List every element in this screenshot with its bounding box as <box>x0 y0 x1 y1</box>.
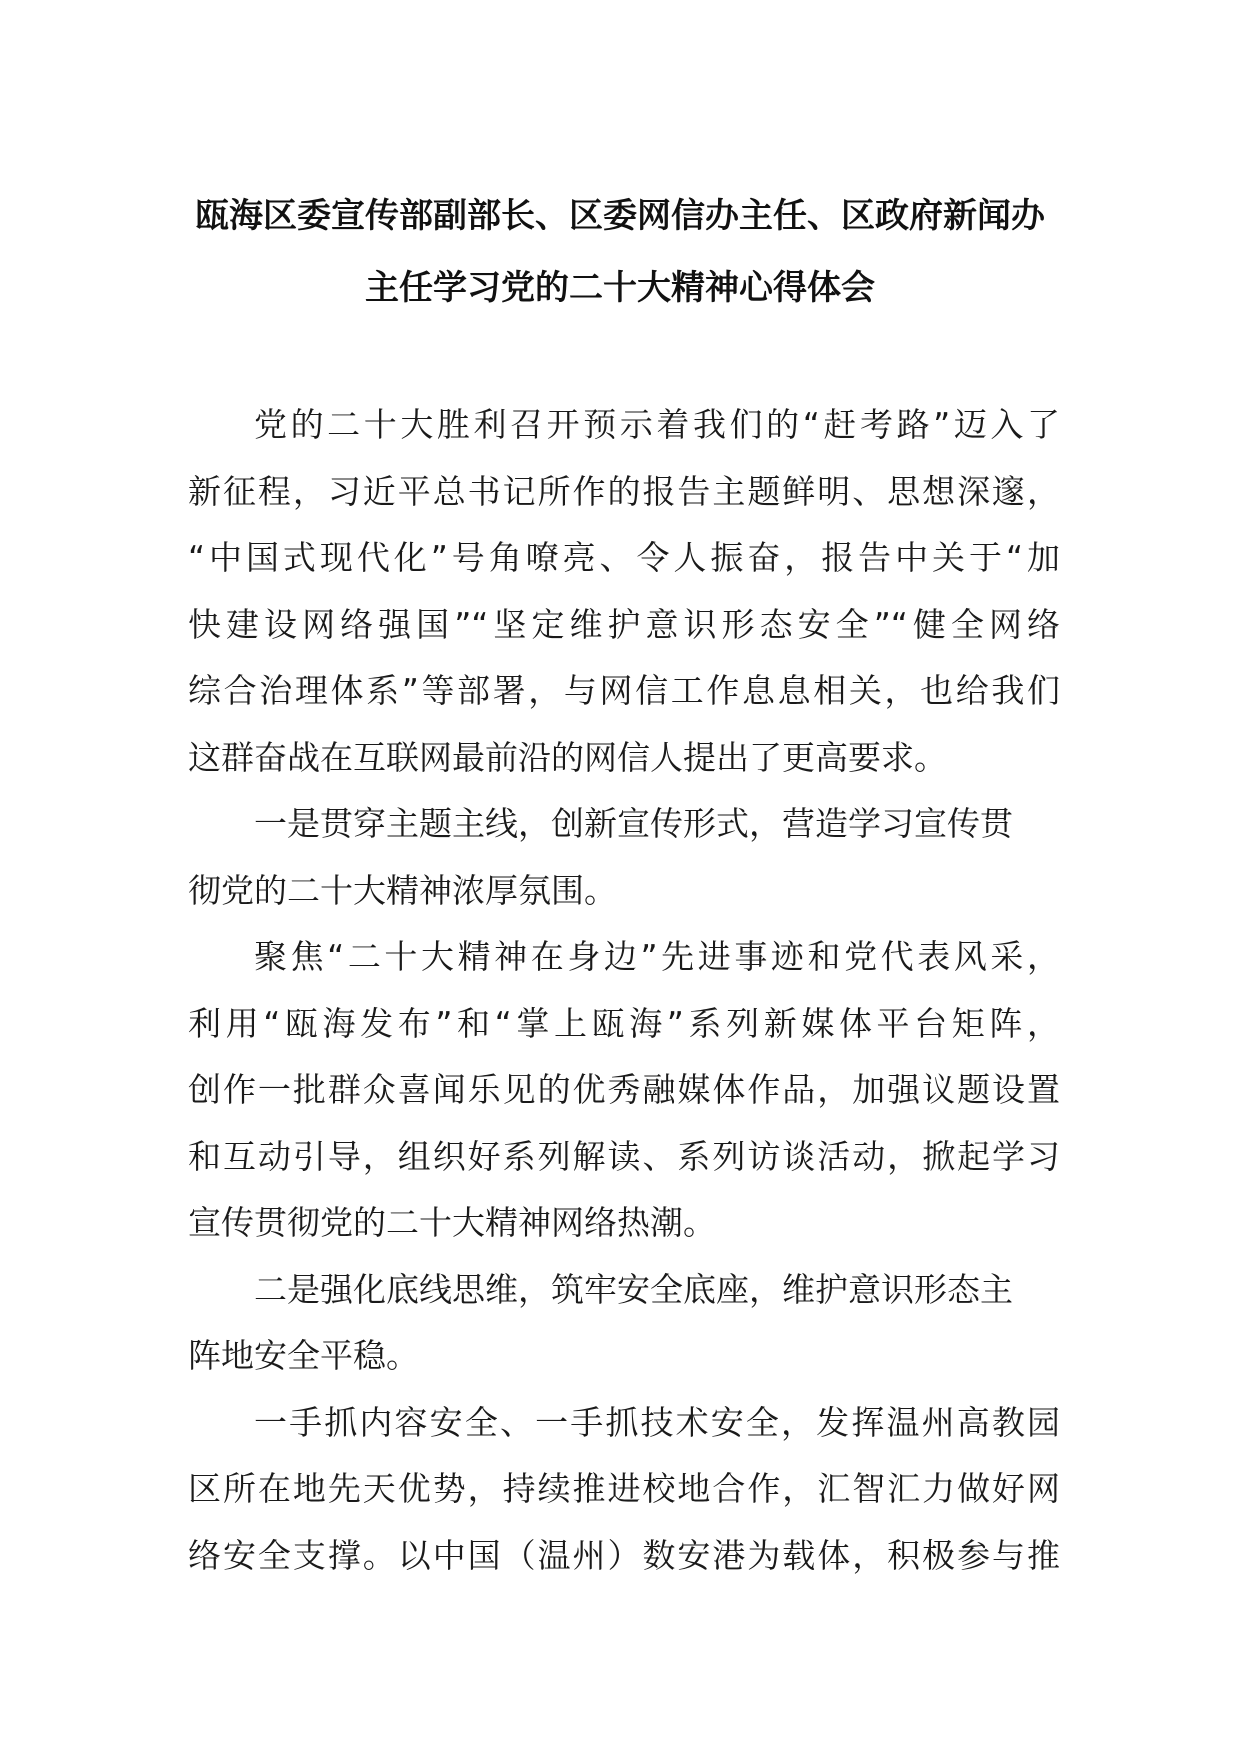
paragraph-line: 创作一批群众喜闻乐见的优秀融媒体作品，加强议题设置 <box>188 1070 1060 1109</box>
paragraph-line: 阵地安全平稳。 <box>188 1336 419 1375</box>
paragraph-point-one-body <box>188 924 1060 1257</box>
paragraph-line: 综合治理体系”等部署，与网信工作息息相关，也给我们 <box>188 671 1060 710</box>
paragraph-line: 新征程，习近平总书记所作的报告主题鲜明、思想深邃， <box>188 471 1060 511</box>
paragraph-line: 党的二十大胜利召开预示着我们的“赶考路”迈入了 <box>254 405 1060 444</box>
paragraph-intro <box>188 392 1060 791</box>
paragraph-line: 快建设网络强国”“坚定维护意识形态安全”“健全网络 <box>188 604 1060 644</box>
paragraph-line: 和互动引导，组织好系列解读、系列访谈活动，掀起学习 <box>188 1136 1060 1176</box>
paragraph-line: 一手抓内容安全、一手抓技术安全，发挥温州高教园 <box>254 1402 1060 1442</box>
paragraph-line: 这群奋战在互联网最前沿的网信人提出了更高要求。 <box>188 737 947 777</box>
paragraph-line: 络安全支撑。以中国（温州）数安港为载体，积极参与推 <box>188 1535 1060 1575</box>
paragraph-line: 聚焦“二十大精神在身边”先进事迹和党代表风采， <box>254 937 1060 976</box>
paragraph-line: 区所在地先天优势，持续推进校地合作，汇智汇力做好网 <box>188 1469 1060 1508</box>
paragraph-line: 一是贯穿主题主线，创新宣传形式，营造学习宣传贯 <box>254 804 1013 843</box>
document-body <box>188 392 1060 1589</box>
title-line: 瓯海区委宣传部副部长、区委网信办主任、区政府新闻办 <box>195 196 1045 236</box>
paragraph-point-two-heading <box>188 1257 1060 1390</box>
paragraph-line: 利用“瓯海发布”和“掌上瓯海”系列新媒体平台矩阵， <box>188 1003 1060 1043</box>
title-line: 主任学习党的二十大精神心得体会 <box>365 268 875 308</box>
paragraph-point-two-body <box>188 1390 1060 1590</box>
paragraph-line: 彻党的二十大精神浓厚氛围。 <box>188 870 617 910</box>
paragraph-point-one-heading <box>188 791 1060 924</box>
paragraph-line: 宣传贯彻党的二十大精神网络热潮。 <box>188 1203 716 1242</box>
paragraph-line: 二是强化底线思维，筑牢安全底座，维护意识形态主 <box>254 1269 1013 1309</box>
paragraph-line: “中国式现代化”号角嘹亮、令人振奋，报告中关于“加 <box>188 538 1060 577</box>
document-title <box>150 180 1090 324</box>
